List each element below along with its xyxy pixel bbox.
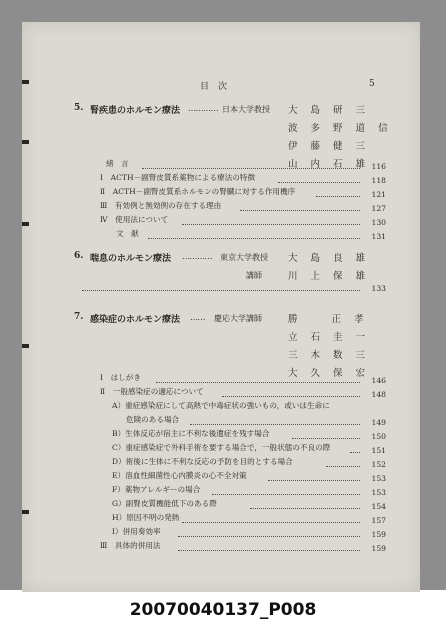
title-leader: ………… [188,104,218,113]
binding-mark [22,510,29,514]
toc-entry-page: 127 [371,204,386,213]
toc-entry-page: 131 [371,232,386,241]
section-title: 腎疾患のホルモン療法 [90,106,181,116]
toc-entry-label: 危険のある場合 [126,415,180,424]
author-name: 伊 藤 健 三 [288,141,371,152]
toc-entry-page: 150 [371,432,386,441]
toc-entry-label: E）溶血性細菌性心内膜炎の心不全対策 [112,471,247,480]
title-leader: ………… [182,252,212,261]
archive-id-caption: 20070040137_P008 [129,600,317,620]
book-page [22,22,420,592]
section-number: 6. [74,251,84,261]
dot-leader [148,238,360,239]
toc-entry-label: Ⅳ 使用法について [100,215,169,224]
section-title: 喘息のホルモン療法 [90,254,172,264]
toc-entry-page: 130 [371,218,386,227]
toc-entry-page: 148 [371,390,386,399]
dot-leader [178,550,360,551]
author-affiliation: 日本大学教授 [222,105,270,114]
binding-mark [22,222,29,226]
toc-entry-page: 159 [371,544,386,553]
page-header-title: 目 次 [200,82,228,92]
toc-entry-label: Ⅲ 有効例と無効例の存在する理由 [100,201,222,210]
toc-entry-page: 149 [371,418,386,427]
toc-entry-page: 146 [371,376,386,385]
toc-entry-page: 133 [371,284,386,293]
dot-leader [350,452,360,453]
author-name: 山 内 石 雄 [288,159,371,170]
author-name: 波 多 野 道 信 [288,123,393,134]
dot-leader [222,396,360,397]
dot-leader [182,522,360,523]
toc-entry-label: Ⅰ ACTH－副腎皮質系薬物による療法の特徴 [100,173,256,182]
section-number: 5. [74,103,84,113]
section-number: 7. [74,312,84,322]
author-affiliation: 慶応大学講師 [214,314,262,323]
section-title: 感染症のホルモン療法 [90,315,181,325]
dot-leader [156,382,360,383]
toc-entry-label: Ⅱ ACTH－副腎皮質系ホルモンの腎臓に対する作用機序 [100,187,296,196]
toc-entry-label: A）重症感染症にして高熱で中毒症状の強いもの，或いは生命に [112,401,330,410]
dot-leader [250,508,360,509]
author-name: 立 石 圭 一 [288,332,371,343]
toc-entry-label: Ⅱ 一般感染症の適応について [100,387,204,396]
author-name: 大 島 良 雄 [288,253,371,264]
toc-entry-label: H）原因不明の発熱 [112,513,180,522]
binding-mark [22,80,29,84]
binding-mark [22,140,29,144]
author-name: 勝 正 孝 [288,314,369,325]
toc-entry-label: 緒 言 [106,159,129,168]
title-leader: …… [190,313,205,322]
toc-entry-page: 116 [371,162,386,171]
dot-leader [212,494,360,495]
page-header-number: 5 [369,79,375,89]
toc-entry-label: I）併用奏効率 [112,527,161,536]
toc-entry-page: 157 [371,516,386,525]
author-affiliation: 講師 [246,271,262,280]
dot-leader [240,210,360,211]
binding-mark [22,344,29,348]
dot-leader [190,424,360,425]
toc-entry-label: 文 献 [116,229,139,238]
dot-leader [326,466,360,467]
toc-entry-label: C）重症感染症で外科手術を要する場合で，一般状態の不良の際 [112,443,331,452]
toc-entry-page: 121 [371,190,386,199]
dot-leader [178,536,360,537]
toc-entry-label: G）副腎皮質機能低下のある際 [112,499,217,508]
author-name: 大 島 研 三 [288,105,371,116]
toc-entry-page: 152 [371,460,386,469]
author-name: 川 上 保 雄 [288,271,371,282]
dot-leader [278,182,360,183]
author-name: 大 久 保 宏 [288,368,371,379]
toc-entry-label: Ⅲ 具体的併用法 [100,541,161,550]
toc-entry-page: 153 [371,488,386,497]
toc-entry-label: Ⅰ はしがき [100,373,141,382]
toc-entry-page: 154 [371,502,386,511]
toc-entry-label: D）術後に生体に不利な反応の予防を目的とする場合 [112,457,293,466]
toc-entry-label: F）薬物アレルギーの場合 [112,485,201,494]
dot-leader [292,438,360,439]
toc-entry-page: 159 [371,530,386,539]
dot-leader [268,480,360,481]
author-affiliation: 東京大学教授 [220,253,268,262]
dot-leader [316,196,360,197]
toc-entry-page: 118 [371,176,386,185]
toc-entry-label: B）生体反応が宿主に不利な後遺症を残す場合 [112,429,270,438]
dot-leader [182,224,360,225]
toc-entry-page: 151 [371,446,386,455]
author-name: 三 木 数 三 [288,350,371,361]
dot-leader [142,168,360,169]
toc-entry-page: 153 [371,474,386,483]
dot-leader [82,290,360,291]
